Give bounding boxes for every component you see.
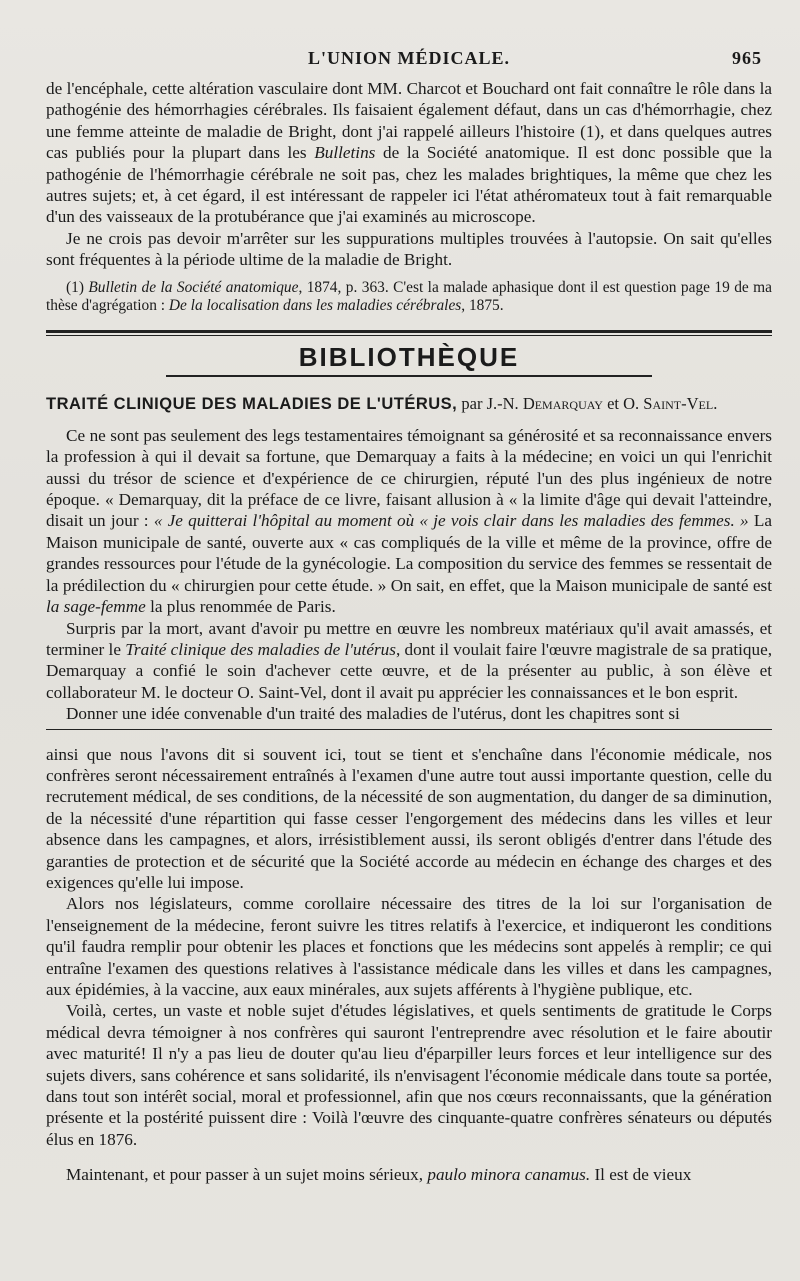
paragraph: de l'encéphale, cette altération vasculaire dont MM. Charcot et Bouchard ont fait connaître le rôle dans la pathogénie des hémorrhagies cérébrales. Ils faisaient également défaut, dans un cas d'hémorrhagie, chez une femme atteinte de maladie de Bright, dont j'ai rappelé ailleurs l'histoire (1), et dans quelques autres cas publiés pour la plupart dans les Bulletins de la Société anatomique. Il est donc possible que la pathogénie de l'hémorrhagie cérébrale ne soit pas, chez les malades brightiques, la même que chez les autres sujets; et, à cet égard, il est intéressant de rappeler ici l'état athéromateux tout à fait remarquable d'un des vaisseaux de la protubérance que j'ai examinés au microscope. [46,79,772,227]
section-divider [46,330,772,336]
heading-underline [166,375,652,377]
section-heading: BIBLIOTHÈQUE [298,341,520,372]
column-divider [46,729,772,730]
page-number: 965 [732,48,762,68]
lower-article [46,744,772,1186]
paragraph: Surpris par la mort, avant d'avoir pu mettre en œuvre les nombreux matériaux qu'il avait amassés, et terminer le Traité clinique des maladies de l'utérus, dont il voulait faire l'œuvre magistrale de sa pratique, Demarquay a confié le soin d'achever cette œuvre, et de la présenter au public, à son élève et collaborateur M. le docteur O. Saint-Vel, dont il avait pu apprécier les connaissances et le bon esprit. [46,618,772,702]
paragraph: Je ne crois pas devoir m'arrêter sur les suppurations multiples trouvées à l'autopsie. On sait qu'elles sont fréquentes à la période ultime de la maladie de Bright. [46,228,772,270]
paragraph: Maintenant, et pour passer à un sujet moins sérieux, paulo minora canamus. Il est de vieux [66,1165,692,1185]
review-body [46,425,772,725]
journal-title: L'UNION MÉDICALE. [307,48,511,68]
paragraph: Donner une idée convenable d'un traité des maladies de l'utérus, dont les chapitres sont si [66,704,680,724]
running-head [46,48,772,78]
article-continuation [46,78,772,271]
footnote: (1) Bulletin de la Société anatomique, 1874, p. 363. C'est la malade aphasique dont il est question page 19 de ma thèse d'agrégation : De la localisation dans les maladies cérébrales, 1875. [46,278,772,315]
paragraph: Alors nos législateurs, comme corollaire nécessaire des titres de la loi sur l'organisation de l'enseignement de la médecine, feront suivre les titres relatifs à l'exercice, et indiqueront les conditions qu'il faudra remplir pour obtenir les places et fonctions que les médecins sont appelés à remplir; ce qui entraîne l'examen des questions relatives à l'assistance médicale dans les villes et dans les campagnes, aux épidémies, à la vaccine, aux eaux minérales, aux sujets afférents à l'hygiène publique, etc. [46,894,772,999]
paragraph: Ce ne sont pas seulement des legs testamentaires témoignant sa générosité et sa reconnaissance envers la profession à qui il devait sa fortune, que Demarquay a faits à la médecine; en voici un qui l'enrichit aussi du trésor de science et d'expérience de ce chirurgien, réputé l'un des plus ingénieux de notre époque. « Demarquay, dit la préface de ce livre, faisant allusion à « la limite d'âge qui devait l'atteindre, disait un jour : « Je quitterai l'hôpital au moment où « je vois clair dans les maladies des femmes. » La Maison municipale de santé, ouverte aux « cas compliqués de la ville et même de la province, offre de grandes ressources pour l'étude de la gynécologie. La composition du service des femmes se ressentait de la prédilection du « chirurgien pour cette étude. » On sait, en effet, que la Maison municipale de santé est la sage-femme la plus renommée de Paris. [46,425,772,617]
paragraph: ainsi que nous l'avons dit si souvent ici, tout se tient et s'enchaîne dans l'économie médicale, nos confrères seront nécessairement entraînés à l'examen d'une autre tout aussi importante question, celle du recrutement médical, de ses conditions, de la nécessité de son augmentation, du danger de sa diminution, de la nécessité d'une répartition qui fasse cesser l'engorgement des médecins dans les villes et leur absence dans les campagnes, et alors, irrésistiblement aussi, ils seront obligés d'entrer dans l'étude des garanties de protection et de sécurité que la Société accorde au médecin en échange des charges et des exigences qu'elle lui impose. [46,744,772,892]
reviewed-work-title: TRAITÉ CLINIQUE DES MALADIES DE L'UTÉRUS, par J.-N. Demarquay et O. Saint-Vel. [46,393,718,413]
paragraph: Voilà, certes, un vaste et noble sujet d'études législatives, et quels sentiments de gratitude le Corps médical devra témoigner à nos confrères qui sauront l'entreprendre avec résolution et le faire aboutir avec maturité! Il n'y a pas lieu de douter qu'au lieu d'éparpiller leurs forces et leur intelligence sur des sujets divers, sans cohérence et sans solidarité, ils n'envisagent l'économie médicale dans toute sa portée, dans tout son intérêt social, moral et professionnel, afin que nos cœurs reconnaissants, que la génération présente et la postérité puissent dire : Voilà l'œuvre des cinquante-quatre confrères sénateurs ou députés élus en 1876. [46,1001,772,1149]
